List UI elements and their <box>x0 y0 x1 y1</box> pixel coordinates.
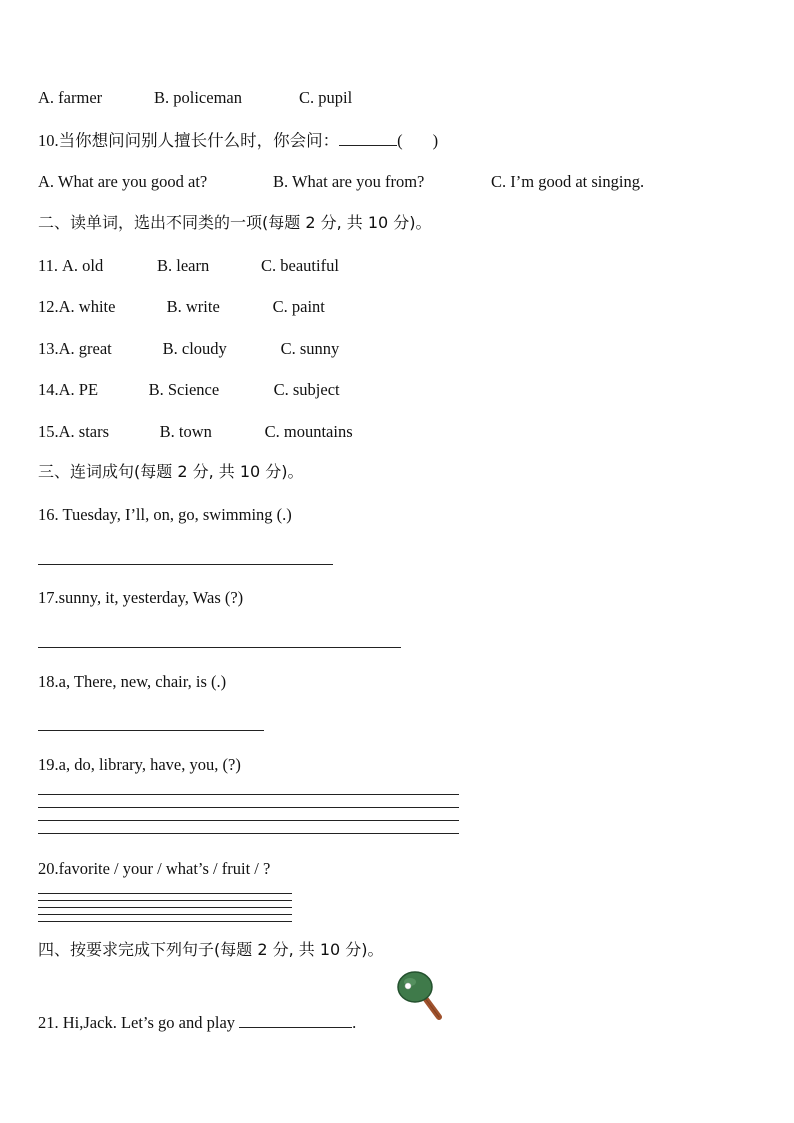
q19-answer-line-2[interactable] <box>38 807 459 808</box>
q19-answer-line-4[interactable] <box>38 833 459 834</box>
q14-row <box>38 380 340 400</box>
section-3-title: 三、连词成句(每题 2 分, 共 10 分)。 <box>38 462 304 481</box>
q11-option-b: B. learn <box>157 256 210 275</box>
q20-answer-line-1[interactable] <box>38 893 292 894</box>
q18-answer-line[interactable] <box>38 730 264 731</box>
q15-option-b: B. town <box>159 422 212 441</box>
q19-answer-line-1[interactable] <box>38 794 459 795</box>
q21-row <box>38 1012 356 1033</box>
q13-number: 13. <box>38 339 59 358</box>
q21-period: . <box>352 1013 357 1032</box>
q10-option-a: A. What are you good at? <box>38 172 208 191</box>
q13-option-c: C. sunny <box>280 339 340 358</box>
q14-option-b: B. Science <box>148 380 220 399</box>
q10-option-b: B. What are you from? <box>273 172 425 191</box>
q11-option-c: C. beautiful <box>261 256 339 275</box>
q20-answer-line-5[interactable] <box>38 921 292 922</box>
q13-row <box>38 339 339 359</box>
q10-paren-close: ) <box>432 131 439 150</box>
section-4-title: 四、按要求完成下列句子(每题 2 分, 共 10 分)。 <box>38 940 384 959</box>
q15-option-c: C. mountains <box>264 422 353 441</box>
q9-option-a: A. farmer <box>38 88 103 107</box>
q15-number: 15. <box>38 422 59 441</box>
q20-answer-line-4[interactable] <box>38 914 292 915</box>
q15-row <box>38 422 353 442</box>
q10-answer-blank[interactable] <box>339 130 397 146</box>
q11-row <box>38 256 339 276</box>
q9-options <box>38 88 352 108</box>
q19-prompt: 19.a, do, library, have, you, (?) <box>38 755 241 774</box>
q13-option-b: B. cloudy <box>162 339 227 358</box>
q16-answer-line[interactable] <box>38 564 333 565</box>
q10-options <box>38 172 644 192</box>
q19-answer-line-3[interactable] <box>38 820 459 821</box>
q17-answer-line[interactable] <box>38 647 401 648</box>
q10-option-c: C. I’m good at singing. <box>491 172 645 191</box>
ping-pong-paddle-icon <box>395 970 447 1024</box>
q9-option-b: B. policeman <box>154 88 242 107</box>
q21-text: 21. Hi,Jack. Let’s go and play <box>38 1013 236 1032</box>
q12-option-c: C. paint <box>272 297 325 316</box>
q21-answer-blank[interactable] <box>239 1012 352 1028</box>
q11-number: 11. <box>38 256 59 275</box>
q13-option-a: A. great <box>58 339 112 358</box>
q14-number: 14. <box>38 380 59 399</box>
q10-paren-open: ( <box>397 131 403 150</box>
q16-prompt: 16. Tuesday, I’ll, on, go, swimming (.) <box>38 505 292 524</box>
q20-prompt: 20.favorite / your / what’s / fruit / ? <box>38 859 271 878</box>
q10-stem-line <box>38 130 438 151</box>
q18-prompt: 18.a, There, new, chair, is (.) <box>38 672 227 691</box>
q11-option-a: A. old <box>62 256 104 275</box>
q17-prompt: 17.sunny, it, yesterday, Was (?) <box>38 588 244 607</box>
q15-option-a: A. stars <box>58 422 110 441</box>
q9-option-c: C. pupil <box>299 88 353 107</box>
q12-number: 12. <box>38 297 59 316</box>
q20-answer-line-2[interactable] <box>38 900 292 901</box>
q12-option-b: B. write <box>166 297 220 316</box>
q12-row <box>38 297 325 317</box>
section-2-title: 二、读单词，选出不同类的一项(每题 2 分, 共 10 分)。 <box>38 213 432 232</box>
q10-stem: 10.当你想问问别人擅长什么时，你会问： <box>38 131 340 150</box>
q20-answer-line-3[interactable] <box>38 907 292 908</box>
q14-option-a: A. PE <box>58 380 99 399</box>
q12-option-a: A. white <box>58 297 116 316</box>
q14-option-c: C. subject <box>273 380 340 399</box>
